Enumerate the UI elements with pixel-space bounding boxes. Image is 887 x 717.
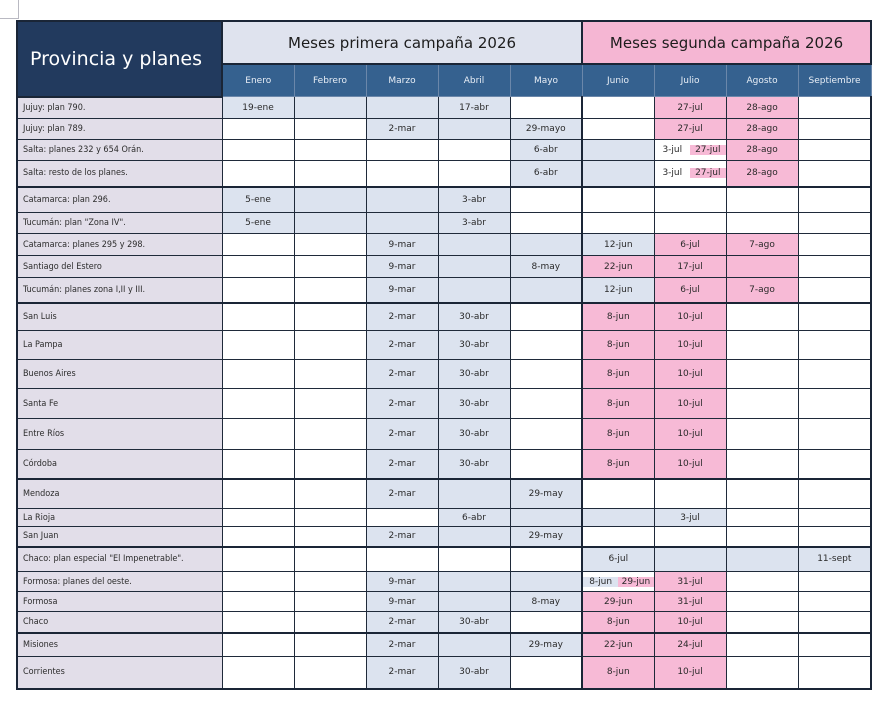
date-cell bbox=[294, 360, 366, 389]
date-cell bbox=[294, 331, 366, 360]
date-cell: 6-jul bbox=[654, 278, 726, 303]
date-cell bbox=[222, 612, 294, 633]
date-cell bbox=[222, 509, 294, 527]
province-cell: San Luis bbox=[17, 303, 222, 331]
date-cell bbox=[438, 527, 510, 547]
date-cell: 2-mar bbox=[366, 633, 438, 657]
date-cell: 10-jul bbox=[654, 331, 726, 360]
date-cell: 30-abr bbox=[438, 389, 510, 419]
table-row bbox=[17, 360, 871, 389]
table-row bbox=[17, 331, 871, 360]
date-cell bbox=[294, 213, 366, 234]
date-cell: 10-jul bbox=[654, 389, 726, 419]
province-cell: Chaco: plan especial "El Impenetrable". bbox=[17, 547, 222, 572]
province-cell: Mendoza bbox=[17, 479, 222, 509]
date-cell bbox=[510, 450, 582, 479]
date-cell: 2-mar bbox=[366, 419, 438, 450]
date-value: 3-jul bbox=[655, 168, 691, 178]
month-header: Abril bbox=[438, 64, 510, 97]
date-cell: 28-ago bbox=[726, 97, 798, 119]
date-cell bbox=[294, 572, 366, 592]
date-cell bbox=[510, 278, 582, 303]
date-cell bbox=[726, 213, 798, 234]
date-cell bbox=[294, 633, 366, 657]
date-cell: 7-ago bbox=[726, 234, 798, 256]
date-cell bbox=[798, 389, 871, 419]
table-row bbox=[17, 612, 871, 633]
date-value: 27-jul bbox=[690, 145, 726, 155]
date-cell bbox=[798, 479, 871, 509]
date-cell: 6-abr bbox=[510, 140, 582, 161]
date-cell bbox=[294, 161, 366, 187]
province-cell: Entre Ríos bbox=[17, 419, 222, 450]
table-row bbox=[17, 256, 871, 278]
date-cell bbox=[222, 572, 294, 592]
date-cell bbox=[582, 187, 654, 213]
corner-frame bbox=[0, 0, 19, 19]
date-cell bbox=[726, 419, 798, 450]
date-cell bbox=[798, 97, 871, 119]
date-cell: 22-jun bbox=[582, 633, 654, 657]
date-cell bbox=[438, 572, 510, 592]
date-cell bbox=[654, 547, 726, 572]
date-cell bbox=[798, 213, 871, 234]
date-cell bbox=[438, 234, 510, 256]
date-cell bbox=[294, 592, 366, 612]
date-cell: 30-abr bbox=[438, 331, 510, 360]
month-header: Junio bbox=[582, 64, 654, 97]
date-cell: 30-abr bbox=[438, 612, 510, 633]
date-cell bbox=[222, 119, 294, 140]
date-cell: 29-may bbox=[510, 479, 582, 509]
date-cell bbox=[798, 119, 871, 140]
date-cell bbox=[366, 213, 438, 234]
schedule-table bbox=[16, 20, 872, 690]
table-row bbox=[17, 592, 871, 612]
date-cell: 2-mar bbox=[366, 119, 438, 140]
date-cell: 2-mar bbox=[366, 450, 438, 479]
month-header: Marzo bbox=[366, 64, 438, 97]
province-cell: Jujuy: plan 789. bbox=[17, 119, 222, 140]
date-cell bbox=[222, 450, 294, 479]
date-cell: 24-jul bbox=[654, 633, 726, 657]
date-cell bbox=[726, 256, 798, 278]
province-cell: Salta: planes 232 y 654 Orán. bbox=[17, 140, 222, 161]
date-cell bbox=[798, 360, 871, 389]
date-cell: 10-jul bbox=[654, 612, 726, 633]
date-cell: 8-may bbox=[510, 256, 582, 278]
date-cell: 7-ago bbox=[726, 278, 798, 303]
date-cell: 8-jun bbox=[582, 360, 654, 389]
date-cell bbox=[798, 509, 871, 527]
date-cell bbox=[582, 509, 654, 527]
date-cell: 6-jul bbox=[654, 234, 726, 256]
date-cell: 29-may bbox=[510, 527, 582, 547]
date-cell bbox=[726, 509, 798, 527]
date-cell: 2-mar bbox=[366, 331, 438, 360]
date-cell bbox=[798, 633, 871, 657]
date-cell: 5-ene bbox=[222, 187, 294, 213]
date-cell bbox=[222, 479, 294, 509]
date-cell bbox=[366, 547, 438, 572]
date-cell bbox=[510, 389, 582, 419]
date-cell bbox=[798, 303, 871, 331]
table-row bbox=[17, 303, 871, 331]
date-cell bbox=[798, 612, 871, 633]
date-cell bbox=[510, 360, 582, 389]
date-cell: 9-mar bbox=[366, 256, 438, 278]
date-cell bbox=[294, 547, 366, 572]
date-cell bbox=[798, 161, 871, 187]
date-cell: 27-jul bbox=[654, 119, 726, 140]
date-cell-split bbox=[654, 140, 726, 161]
date-cell bbox=[294, 119, 366, 140]
date-cell bbox=[510, 97, 582, 119]
table-row bbox=[17, 547, 871, 572]
date-cell bbox=[798, 527, 871, 547]
date-cell: 6-abr bbox=[510, 161, 582, 187]
date-cell: 8-jun bbox=[582, 450, 654, 479]
date-cell bbox=[798, 419, 871, 450]
date-cell bbox=[510, 331, 582, 360]
date-cell: 2-mar bbox=[366, 479, 438, 509]
header-second-campaign: Meses segunda campaña 2026 bbox=[582, 21, 871, 64]
date-cell bbox=[294, 389, 366, 419]
date-cell bbox=[726, 331, 798, 360]
province-cell: Corrientes bbox=[17, 657, 222, 689]
date-cell: 3-abr bbox=[438, 187, 510, 213]
month-header: Julio bbox=[654, 64, 726, 97]
month-header: Enero bbox=[222, 64, 294, 97]
date-cell: 27-jul bbox=[654, 97, 726, 119]
date-cell bbox=[726, 389, 798, 419]
date-cell bbox=[654, 213, 726, 234]
date-cell bbox=[654, 187, 726, 213]
date-cell: 8-may bbox=[510, 592, 582, 612]
table-row bbox=[17, 140, 871, 161]
table-row bbox=[17, 161, 871, 187]
table-row bbox=[17, 234, 871, 256]
month-header: Septiembre bbox=[798, 64, 871, 97]
province-cell: Salta: resto de los planes. bbox=[17, 161, 222, 187]
date-cell bbox=[726, 527, 798, 547]
date-cell bbox=[294, 479, 366, 509]
date-cell: 31-jul bbox=[654, 572, 726, 592]
province-cell: Jujuy: plan 790. bbox=[17, 97, 222, 119]
date-cell bbox=[222, 140, 294, 161]
date-cell bbox=[798, 234, 871, 256]
date-cell: 28-ago bbox=[726, 119, 798, 140]
date-cell bbox=[798, 450, 871, 479]
month-header: Febrero bbox=[294, 64, 366, 97]
date-cell: 28-ago bbox=[726, 161, 798, 187]
date-cell bbox=[582, 527, 654, 547]
date-cell bbox=[294, 256, 366, 278]
date-cell bbox=[798, 572, 871, 592]
date-cell: 30-abr bbox=[438, 419, 510, 450]
date-cell bbox=[294, 187, 366, 213]
date-cell: 10-jul bbox=[654, 360, 726, 389]
date-cell bbox=[798, 657, 871, 689]
date-cell bbox=[726, 479, 798, 509]
date-cell: 10-jul bbox=[654, 657, 726, 689]
date-cell bbox=[798, 331, 871, 360]
date-cell: 8-jun bbox=[582, 303, 654, 331]
table-row bbox=[17, 213, 871, 234]
date-cell: 2-mar bbox=[366, 612, 438, 633]
date-cell: 30-abr bbox=[438, 450, 510, 479]
province-cell: Formosa bbox=[17, 592, 222, 612]
date-cell bbox=[222, 527, 294, 547]
date-cell: 12-jun bbox=[582, 278, 654, 303]
table-body bbox=[17, 97, 871, 689]
date-cell bbox=[438, 140, 510, 161]
date-cell bbox=[510, 187, 582, 213]
date-cell: 11-sept bbox=[798, 547, 871, 572]
date-cell bbox=[294, 97, 366, 119]
date-cell: 8-jun bbox=[582, 657, 654, 689]
date-cell bbox=[654, 479, 726, 509]
date-cell bbox=[294, 527, 366, 547]
province-cell: Buenos Aires bbox=[17, 360, 222, 389]
date-cell bbox=[222, 360, 294, 389]
province-cell: Santa Fe bbox=[17, 389, 222, 419]
date-cell: 29-mayo bbox=[510, 119, 582, 140]
date-cell bbox=[510, 509, 582, 527]
date-cell bbox=[294, 419, 366, 450]
date-cell bbox=[366, 187, 438, 213]
date-cell: 5-ene bbox=[222, 213, 294, 234]
date-cell bbox=[798, 187, 871, 213]
date-cell: 6-abr bbox=[438, 509, 510, 527]
date-cell bbox=[222, 303, 294, 331]
date-cell bbox=[510, 612, 582, 633]
date-cell: 30-abr bbox=[438, 360, 510, 389]
table-row bbox=[17, 479, 871, 509]
date-cell: 29-may bbox=[510, 633, 582, 657]
date-cell bbox=[582, 97, 654, 119]
date-cell: 2-mar bbox=[366, 527, 438, 547]
date-cell bbox=[222, 256, 294, 278]
date-cell: 29-jun bbox=[582, 592, 654, 612]
date-cell bbox=[438, 119, 510, 140]
date-cell bbox=[294, 303, 366, 331]
date-cell bbox=[438, 479, 510, 509]
date-cell: 2-mar bbox=[366, 389, 438, 419]
date-cell bbox=[582, 119, 654, 140]
province-cell: La Rioja bbox=[17, 509, 222, 527]
date-cell: 9-mar bbox=[366, 234, 438, 256]
date-cell bbox=[366, 97, 438, 119]
date-cell bbox=[294, 450, 366, 479]
province-cell: Chaco bbox=[17, 612, 222, 633]
header-title: Provincia y planes bbox=[17, 21, 222, 97]
date-cell bbox=[798, 256, 871, 278]
date-cell: 6-jul bbox=[582, 547, 654, 572]
date-cell: 8-jun bbox=[582, 331, 654, 360]
month-header: Mayo bbox=[510, 64, 582, 97]
date-cell-split bbox=[582, 572, 654, 592]
table-row bbox=[17, 119, 871, 140]
date-cell: 2-mar bbox=[366, 360, 438, 389]
date-value: 29-jun bbox=[618, 577, 653, 587]
date-cell bbox=[726, 187, 798, 213]
date-cell: 9-mar bbox=[366, 572, 438, 592]
month-header: Agosto bbox=[726, 64, 798, 97]
date-cell: 2-mar bbox=[366, 657, 438, 689]
date-cell bbox=[726, 450, 798, 479]
date-cell bbox=[510, 419, 582, 450]
date-cell bbox=[510, 234, 582, 256]
date-cell bbox=[438, 256, 510, 278]
date-cell: 12-jun bbox=[582, 234, 654, 256]
date-cell bbox=[438, 633, 510, 657]
date-cell bbox=[222, 278, 294, 303]
date-cell bbox=[222, 161, 294, 187]
province-cell: Santiago del Estero bbox=[17, 256, 222, 278]
date-cell bbox=[366, 161, 438, 187]
date-cell bbox=[294, 234, 366, 256]
date-cell bbox=[726, 633, 798, 657]
table-row bbox=[17, 509, 871, 527]
date-cell bbox=[582, 161, 654, 187]
date-cell bbox=[294, 140, 366, 161]
table-row bbox=[17, 97, 871, 119]
date-cell bbox=[222, 547, 294, 572]
date-cell bbox=[222, 657, 294, 689]
date-cell bbox=[510, 547, 582, 572]
province-cell: La Pampa bbox=[17, 331, 222, 360]
date-cell: 9-mar bbox=[366, 592, 438, 612]
date-cell bbox=[726, 592, 798, 612]
date-cell bbox=[726, 547, 798, 572]
date-cell: 2-mar bbox=[366, 303, 438, 331]
date-cell: 9-mar bbox=[366, 278, 438, 303]
date-cell: 10-jul bbox=[654, 419, 726, 450]
date-value: 27-jul bbox=[690, 168, 726, 178]
date-cell bbox=[510, 303, 582, 331]
date-cell: 30-abr bbox=[438, 657, 510, 689]
date-cell bbox=[726, 303, 798, 331]
date-cell bbox=[294, 657, 366, 689]
table-row bbox=[17, 187, 871, 213]
date-cell: 8-jun bbox=[582, 389, 654, 419]
date-cell bbox=[222, 592, 294, 612]
date-cell bbox=[798, 140, 871, 161]
date-cell bbox=[438, 592, 510, 612]
date-cell: 10-jul bbox=[654, 303, 726, 331]
date-cell bbox=[222, 331, 294, 360]
date-cell: 10-jul bbox=[654, 450, 726, 479]
date-cell bbox=[438, 278, 510, 303]
date-cell: 3-jul bbox=[654, 509, 726, 527]
date-cell bbox=[726, 360, 798, 389]
date-cell: 8-jun bbox=[582, 419, 654, 450]
date-cell bbox=[798, 278, 871, 303]
province-cell: Tucumán: planes zona I,II y III. bbox=[17, 278, 222, 303]
province-cell: Catamarca: plan 296. bbox=[17, 187, 222, 213]
table-row bbox=[17, 389, 871, 419]
table-row bbox=[17, 527, 871, 547]
header-first-campaign: Meses primera campaña 2026 bbox=[222, 21, 582, 64]
province-cell: Misiones bbox=[17, 633, 222, 657]
table-row bbox=[17, 278, 871, 303]
date-cell bbox=[366, 509, 438, 527]
date-cell bbox=[582, 213, 654, 234]
date-cell: 31-jul bbox=[654, 592, 726, 612]
date-cell bbox=[222, 419, 294, 450]
date-cell bbox=[222, 234, 294, 256]
date-cell bbox=[726, 657, 798, 689]
date-cell-split bbox=[654, 161, 726, 187]
date-cell bbox=[366, 140, 438, 161]
date-cell: 3-abr bbox=[438, 213, 510, 234]
date-cell: 19-ene bbox=[222, 97, 294, 119]
date-cell: 22-jun bbox=[582, 256, 654, 278]
date-cell: 17-abr bbox=[438, 97, 510, 119]
date-cell bbox=[510, 213, 582, 234]
date-cell bbox=[222, 633, 294, 657]
date-cell: 17-jul bbox=[654, 256, 726, 278]
province-cell: Tucumán: plan "Zona IV". bbox=[17, 213, 222, 234]
date-cell bbox=[510, 657, 582, 689]
province-cell: San Juan bbox=[17, 527, 222, 547]
table-row bbox=[17, 633, 871, 657]
table-row bbox=[17, 657, 871, 689]
date-cell: 8-jun bbox=[582, 612, 654, 633]
province-cell: Formosa: planes del oeste. bbox=[17, 572, 222, 592]
province-cell: Catamarca: planes 295 y 298. bbox=[17, 234, 222, 256]
date-cell bbox=[222, 389, 294, 419]
date-cell bbox=[726, 572, 798, 592]
date-cell bbox=[582, 140, 654, 161]
date-cell: 30-abr bbox=[438, 303, 510, 331]
date-cell bbox=[798, 592, 871, 612]
date-cell bbox=[438, 161, 510, 187]
date-value: 3-jul bbox=[655, 145, 691, 155]
date-cell bbox=[438, 547, 510, 572]
date-cell bbox=[510, 572, 582, 592]
province-cell: Córdoba bbox=[17, 450, 222, 479]
date-cell bbox=[294, 509, 366, 527]
date-cell bbox=[726, 612, 798, 633]
date-cell bbox=[294, 612, 366, 633]
date-cell: 28-ago bbox=[726, 140, 798, 161]
date-value: 8-jun bbox=[583, 577, 618, 587]
table-row bbox=[17, 450, 871, 479]
table-row bbox=[17, 419, 871, 450]
date-cell bbox=[294, 278, 366, 303]
table-row bbox=[17, 572, 871, 592]
date-cell bbox=[654, 527, 726, 547]
date-cell bbox=[582, 479, 654, 509]
